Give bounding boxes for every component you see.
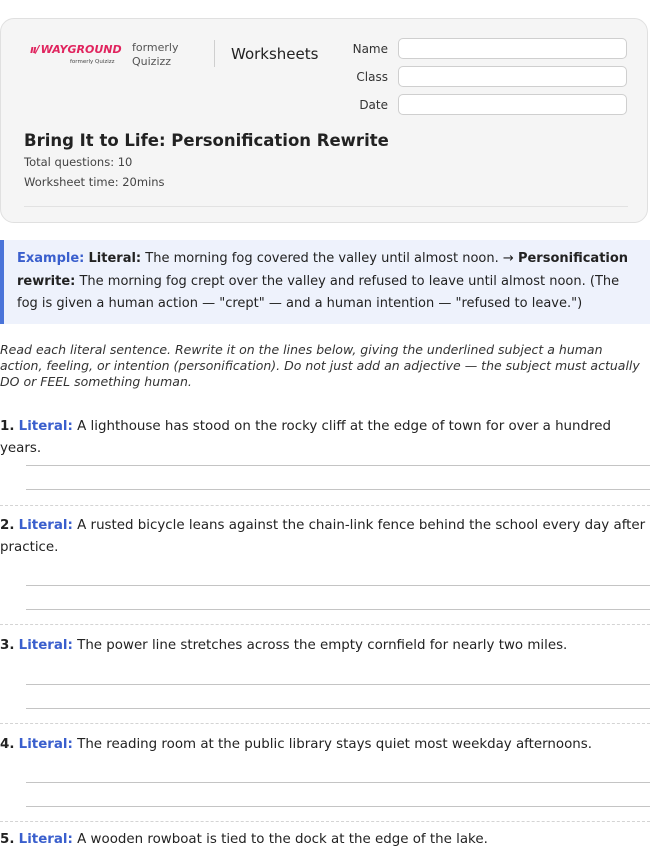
formerly-quizizz-note	[132, 41, 179, 69]
question-item	[0, 734, 650, 756]
example-literal-text: The morning fog covered the valley until almost noon.	[145, 251, 499, 266]
example-rewrite-label: Personification rewrite:	[17, 251, 629, 289]
literal-label: Literal:	[18, 419, 73, 434]
question-text: A rusted bicycle leans against the chain-link fence behind the school every day after practice.	[0, 518, 646, 555]
class-field[interactable]	[398, 66, 627, 87]
logo-text: WAYGROUND	[40, 43, 122, 56]
question-item	[0, 515, 650, 559]
answer-line[interactable]	[26, 782, 650, 783]
class-label: Class	[356, 70, 388, 84]
worksheet-title: Bring It to Life: Personification Rewrite	[24, 131, 389, 150]
literal-label: Literal:	[18, 638, 73, 653]
question-text: The reading room at the public library stays quiet most weekday afternoons.	[77, 737, 593, 752]
question-item	[0, 635, 650, 657]
logo-mark-icon: ıı/	[30, 43, 39, 56]
header-divider	[214, 40, 215, 67]
question-item	[0, 829, 650, 851]
instructions: Read each literal sentence. Rewrite it on the lines below, giving the underlined subject a human action, feeling, or intention (personification). Do not just add an adjective — the subject must actually DO or FEEL something human.	[0, 342, 640, 389]
question-number: 2.	[0, 518, 15, 533]
question-text: A lighthouse has stood on the rocky cliff at the edge of town for over a hundred years.	[0, 419, 611, 456]
worksheets-label: Worksheets	[231, 45, 319, 63]
arrow-icon: →	[502, 251, 514, 266]
question-separator	[0, 624, 650, 625]
question-item	[0, 416, 650, 460]
answer-line[interactable]	[26, 489, 650, 490]
worksheet-header-card	[0, 18, 648, 223]
question-separator	[0, 821, 650, 822]
question-separator	[0, 505, 650, 506]
logo-wordmark	[30, 43, 122, 56]
name-field[interactable]	[398, 38, 627, 59]
question-text-block	[0, 635, 648, 657]
worksheet-time: Worksheet time: 20mins	[24, 175, 165, 189]
literal-label: Literal:	[18, 737, 73, 752]
question-text: The power line stretches across the empty cornfield for nearly two miles.	[77, 638, 568, 653]
question-text-block	[0, 515, 648, 559]
literal-label: Literal:	[18, 518, 73, 533]
header-rule	[24, 206, 628, 207]
formerly-line: formerly	[132, 41, 179, 54]
question-text-block	[0, 829, 648, 851]
answer-line[interactable]	[26, 465, 650, 466]
literal-label: Literal:	[18, 832, 73, 847]
date-field[interactable]	[398, 94, 627, 115]
answer-line[interactable]	[26, 806, 650, 807]
example-rewrite-text: The morning fog crept over the valley and refused to leave until almost noon. (The fog is given a human action — "crept" — and a human intention — "refused to leave.")	[17, 273, 620, 311]
question-text-block	[0, 734, 648, 756]
question-number: 5.	[0, 832, 15, 847]
question-separator	[0, 723, 650, 724]
question-text-block	[0, 416, 648, 460]
answer-line[interactable]	[26, 684, 650, 685]
answer-line[interactable]	[26, 585, 650, 586]
example-box	[0, 240, 650, 324]
total-questions: Total questions: 10	[24, 155, 133, 169]
quizizz-line: Quizizz	[132, 55, 172, 68]
date-label: Date	[359, 98, 388, 112]
question-number: 4.	[0, 737, 15, 752]
name-label: Name	[352, 42, 388, 56]
example-tag: Example:	[17, 251, 85, 266]
question-number: 3.	[0, 638, 15, 653]
question-number: 1.	[0, 419, 15, 434]
answer-line[interactable]	[26, 708, 650, 709]
example-literal-label: Literal:	[88, 251, 142, 266]
answer-line[interactable]	[26, 609, 650, 610]
logo-subtext: formerly Quizizz	[70, 59, 115, 65]
question-text: A wooden rowboat is tied to the dock at the edge of the lake.	[77, 832, 488, 847]
wayground-logo	[30, 43, 120, 81]
